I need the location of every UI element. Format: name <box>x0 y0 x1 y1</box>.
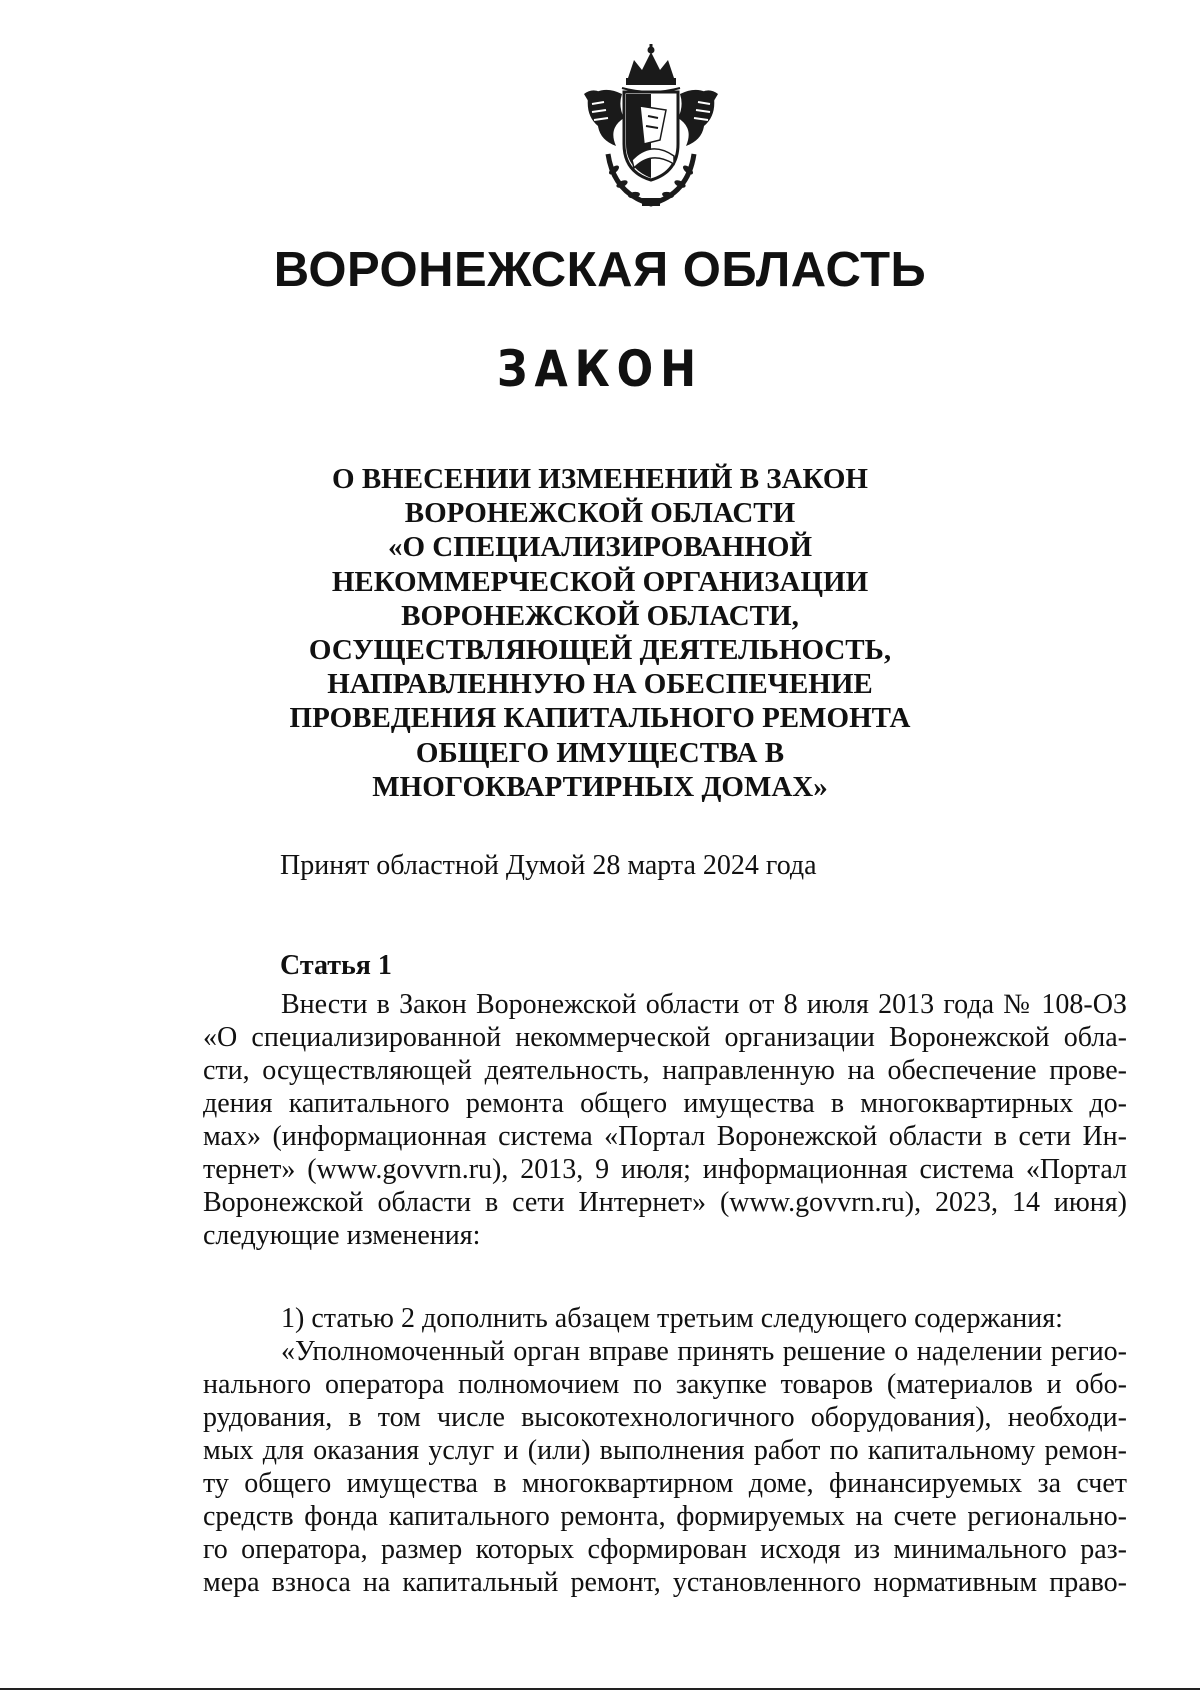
law-title-line: ОБЩЕГО ИМУЩЕСТВА В <box>415 736 785 769</box>
law-title-line: НАПРАВЛЕННУЮ НА ОБЕСПЕЧЕНИЕ <box>327 668 873 701</box>
paragraph-line: мых для оказания услуг и (или) выполнения работ по капитальному ремон- <box>203 1435 1127 1466</box>
law-title <box>0 462 1200 804</box>
law-title-line: МНОГОКВАРТИРНЫХ ДОМАХ» <box>372 770 828 803</box>
region-title: ВОРОНЕЖСКАЯ ОБЛАСТЬ <box>273 243 927 297</box>
law-title-line: О ВНЕСЕНИИ ИЗМЕНЕНИЙ В ЗАКОН <box>332 463 868 495</box>
adoption-date: Принят областной Думой 28 марта 2024 года <box>280 850 817 881</box>
page-bottom-rule <box>0 1688 1200 1690</box>
coat-of-arms-icon <box>578 44 724 212</box>
amendment-item-1 <box>203 1302 1127 1599</box>
paragraph-line: дения капитального ремонта общего имущества в многоквартирных до- <box>203 1088 1127 1119</box>
paragraph-line: Воронежской области в сети Интернет» (www.govvrn.ru), 2023, 14 июня) <box>203 1187 1127 1218</box>
paragraph-line: средств фонда капитального ремонта, формируемых на счете регионально- <box>203 1501 1127 1532</box>
paragraph-line: рудования, в том числе высокотехнологичного оборудования), необходи- <box>203 1402 1127 1433</box>
law-title-line: ВОРОНЕЖСКОЙ ОБЛАСТИ, <box>401 599 799 632</box>
paragraph-line: нального оператора полномочием по закупке товаров (материалов и обо- <box>203 1369 1127 1400</box>
paragraph-line: го оператора, размер которых сформирован исходя из минимального раз- <box>203 1534 1127 1565</box>
paragraph-line: тернет» (www.govvrn.ru), 2013, 9 июля; информационная система «Портал <box>203 1154 1127 1185</box>
paragraph-line: «О специализированной некоммерческой организации Воронежской обла- <box>203 1022 1127 1053</box>
paragraph-line: 1) статью 2 дополнить абзацем третьим следующего содержания: <box>281 1303 1063 1334</box>
article-heading: Статья 1 <box>280 950 392 981</box>
law-title-line: ОСУЩЕСТВЛЯЮЩЕЙ ДЕЯТЕЛЬНОСТЬ, <box>308 634 892 667</box>
law-title-line: «О СПЕЦИАЛИЗИРОВАННОЙ <box>387 531 813 564</box>
paragraph-line: Внести в Закон Воронежской области от 8 июля 2013 года № 108-ОЗ <box>281 989 1127 1020</box>
paragraph-line: следующие изменения: <box>203 1220 481 1251</box>
paragraph-line: мах» (информационная система «Портал Воронежской области в сети Ин- <box>203 1121 1127 1152</box>
paragraph-line: «Уполномоченный орган вправе принять решение о наделении регио- <box>281 1336 1127 1367</box>
law-title-line: ВОРОНЕЖСКОЙ ОБЛАСТИ <box>404 497 796 530</box>
paragraph-line: ту общего имущества в многоквартирном доме, финансируемых за счет <box>203 1468 1127 1499</box>
law-title-line: НЕКОММЕРЧЕСКОЙ ОРГАНИЗАЦИИ <box>331 565 869 598</box>
document-type: ЗАКОН <box>497 340 703 398</box>
article-intro-paragraph <box>203 988 1127 1252</box>
paragraph-line: сти, осуществляющей деятельность, направленную на обеспечение прове- <box>203 1055 1127 1086</box>
law-title-line: ПРОВЕДЕНИЯ КАПИТАЛЬНОГО РЕМОНТА <box>289 702 911 735</box>
paragraph-line: мера взноса на капитальный ремонт, установленного нормативным право- <box>203 1567 1127 1598</box>
